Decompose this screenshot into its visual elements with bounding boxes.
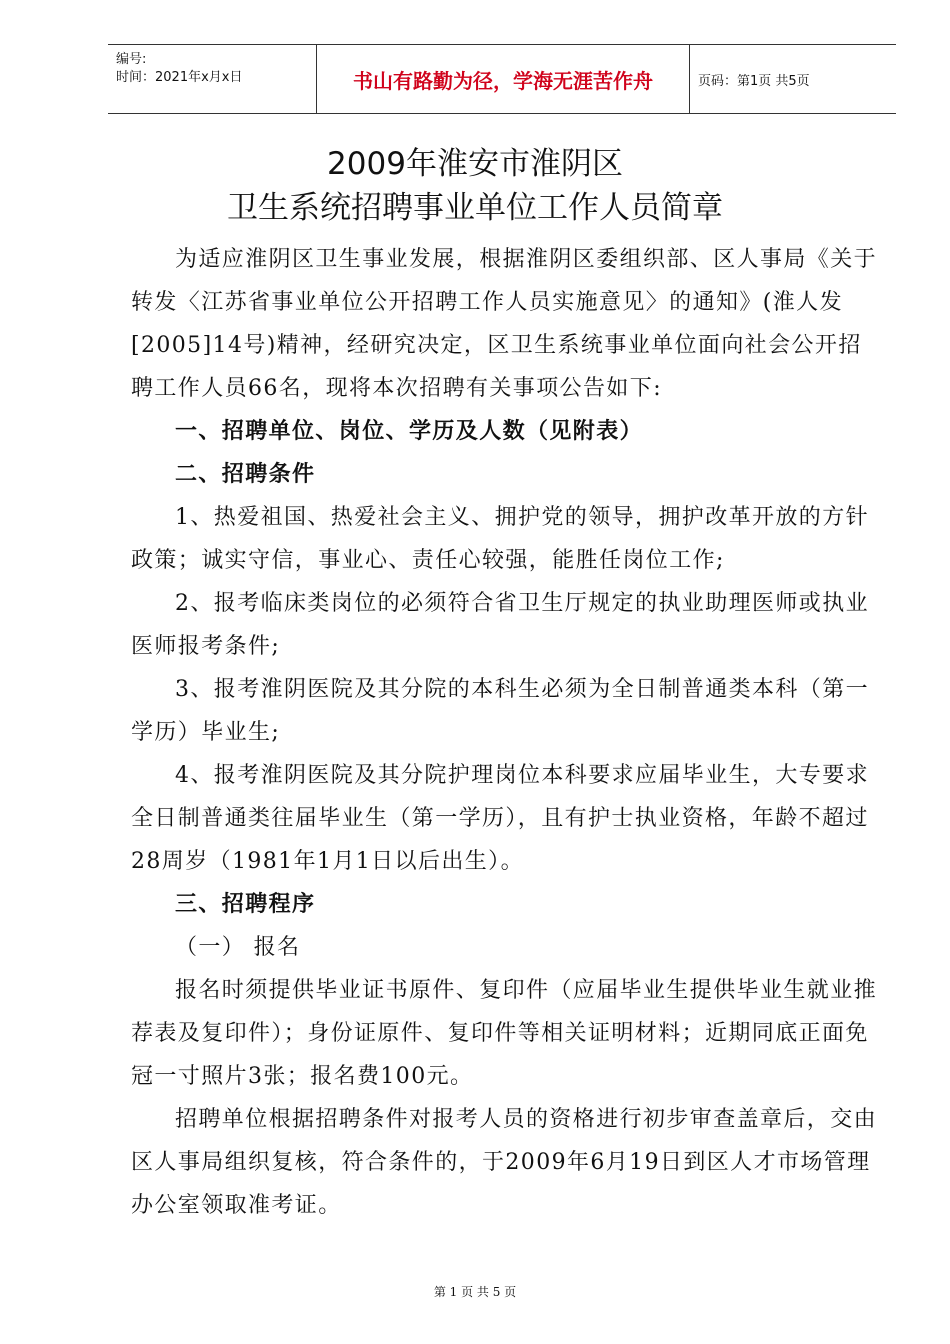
document-title-line-1: 2009年淮安市淮阴区 [327,146,623,182]
header-motto: 书山有路勤为径，学海无涯苦作舟 [317,45,690,114]
section-heading-1: 一、招聘单位、岗位、学历及人数（见附表） [175,419,644,444]
document-title-line-2: 卫生系统招聘事业单位工作人员简章 [227,190,723,226]
header-page-label: 页码：第1页 共5页 [690,45,897,114]
section-heading-2: 二、招聘条件 [175,462,316,487]
header-meta [108,45,317,114]
condition-2: 2、报考临床类岗位的必须符合省卫生厅规定的执业助理医师或执业医师报考条件; [131,591,869,659]
page-footer: 第 1 页 共 5 页 [433,1285,517,1299]
review-paragraph: 招聘单位根据招聘条件对报考人员的资格进行初步审查盖章后，交由区人事局组织复核，符合条件的，于2009年6月19日到区人才市场管理办公室领取准考证。 [131,1107,878,1218]
condition-1: 1、热爱祖国、热爱社会主义、拥护党的领导，拥护改革开放的方针政策；诚实守信，事业心、责任心较强，能胜任岗位工作; [131,505,869,573]
document-time-label: 时间：2021年x月x日 [116,70,243,85]
subsection-heading-1: （一） 报名 [175,935,301,960]
document-body [131,238,883,1227]
registration-paragraph: 报名时须提供毕业证书原件、复印件（应届毕业生提供毕业生就业推荐表及复印件）；身份证原件、复印件等相关证明材料；近期同底正面免冠一寸照片3张；报名费100元。 [131,978,878,1089]
condition-4: 4、报考淮阴医院及其分院护理岗位本科要求应届毕业生，大专要求全日制普通类往届毕业生（第一学历），且有护士执业资格，年龄不超过28周岁（1981年1月1日以后出生）。 [131,763,869,874]
condition-3: 3、报考淮阴医院及其分院的本科生必须为全日制普通类本科（第一学历）毕业生; [131,677,869,745]
intro-paragraph: 为适应淮阴区卫生事业发展，根据淮阴区委组织部、区人事局《关于转发〈江苏省事业单位公开招聘工作人员实施意见〉的通知》(淮人发[2005]14号)精神，经研究决定，区卫生系统事业单位面向社会公开招聘工作人员66名，现将本次招聘有关事项公告如下: [131,247,878,401]
document-number-label: 编号: [116,52,147,67]
section-heading-3: 三、招聘程序 [175,892,316,917]
document-header [108,44,896,114]
